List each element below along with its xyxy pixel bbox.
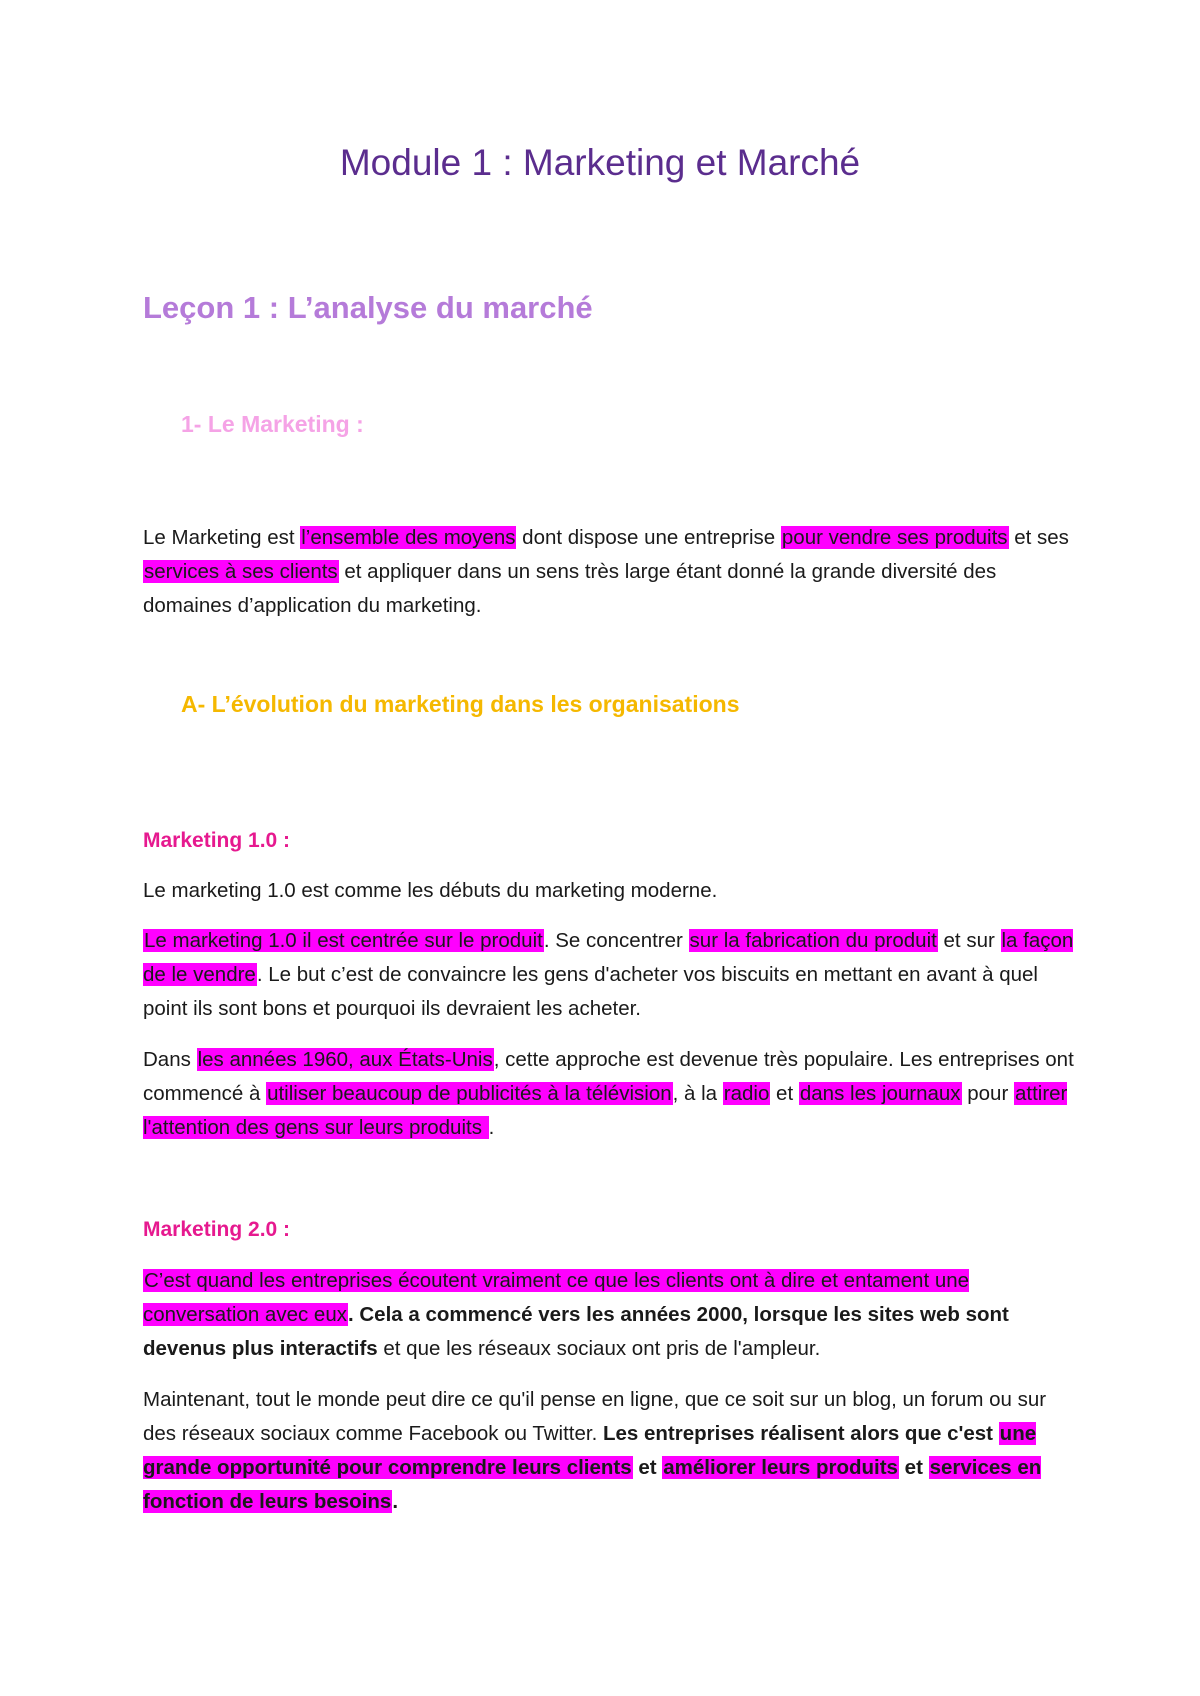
marketing-1-intro: Le marketing 1.0 est comme les débuts du marketing moderne. (143, 879, 718, 902)
text-run: et (770, 1082, 799, 1105)
bold-run: Les entreprises réalisent alors que c'est (602, 1422, 999, 1445)
highlight: utiliser beaucoup de publicités à la télévision (267, 1082, 672, 1105)
marketing-1-paragraph-product (143, 924, 1083, 1026)
section-heading-marketing: 1- Le Marketing : (181, 411, 364, 437)
bold-run: et (898, 1456, 929, 1479)
highlight: pour vendre ses produits (781, 526, 1008, 549)
text-run: et que les réseaux sociaux ont pris de l'ampleur. (377, 1337, 821, 1360)
marketing-definition-paragraph (143, 521, 1083, 623)
text-run: . (488, 1116, 495, 1139)
lesson-heading: Leçon 1 : L’analyse du marché (143, 290, 593, 325)
highlight: services en fonction de leurs besoins (143, 1456, 1042, 1513)
highlight: services à ses clients (144, 560, 338, 583)
highlight: l’ensemble des moyens (301, 526, 516, 549)
highlight: une grande opportunité pour comprendre leurs clients (143, 1422, 1037, 1479)
highlight: radio (723, 1082, 770, 1105)
bold-run: . Cela a commencé vers les années 2000, lorsque les sites web sont devenus plus interactifs (143, 1303, 1009, 1360)
highlight: sur la fabrication du produit (689, 929, 937, 952)
bold-run: . (392, 1490, 399, 1513)
marketing-2-paragraph-online (143, 1383, 1083, 1519)
marketing-1-paragraph-history (143, 1043, 1083, 1145)
text-run: , à la (672, 1082, 723, 1105)
text-run: et sur (937, 929, 1001, 952)
highlight: améliorer leurs produits (663, 1456, 898, 1479)
text-run: Le Marketing est (143, 526, 301, 549)
text-run: , cette approche est devenue très populaire. Les entreprises ont commencé à (143, 1048, 1074, 1105)
highlight: dans les journaux (799, 1082, 961, 1105)
text-run: dont dispose une entreprise (516, 526, 781, 549)
text-run: pour (961, 1082, 1014, 1105)
text-run: . Le but c’est de convaincre les gens d'acheter vos biscuits en mettant en avant à quel point ils sont bons et pourquoi ils devraient les acheter. (143, 963, 1038, 1020)
highlight: attirer l'attention des gens sur leurs produits (143, 1082, 1068, 1139)
marketing-1-heading: Marketing 1.0 : (143, 829, 291, 852)
text-run: Maintenant, tout le monde peut dire ce qu'il pense en ligne, que ce soit sur un blog, un forum ou sur des réseaux sociaux comme Facebook ou Twitter. (143, 1388, 1047, 1445)
highlight: la façon de le vendre (143, 929, 1074, 986)
text-run: Dans (143, 1048, 197, 1071)
section-heading-evolution: A- L’évolution du marketing dans les organisations (181, 691, 740, 717)
module-title: Module 1 : Marketing et Marché (339, 142, 861, 183)
text-run: et appliquer dans un sens très large étant donné la grande diversité des domaines d’application du marketing. (143, 560, 997, 617)
bold-run: et (632, 1456, 663, 1479)
highlight: C’est quand les entreprises écoutent vraiment ce que les clients ont à dire et entament une conversation avec eux (143, 1269, 970, 1326)
text-run: et ses (1008, 526, 1069, 549)
highlight: les années 1960, aux États-Unis (197, 1048, 493, 1071)
highlight: Le marketing 1.0 il est centrée sur le produit (144, 929, 543, 952)
marketing-2-heading: Marketing 2.0 : (143, 1218, 291, 1241)
text-run: . Se concentrer (543, 929, 689, 952)
marketing-2-paragraph-conversation (143, 1264, 1083, 1366)
